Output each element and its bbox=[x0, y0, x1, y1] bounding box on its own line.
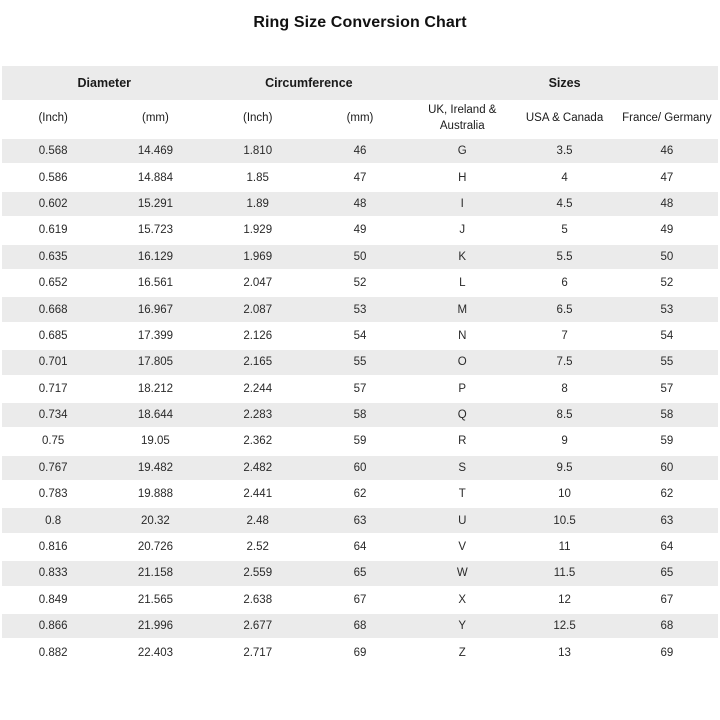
column-header-diameter-mm: (mm) bbox=[104, 100, 206, 138]
table-cell: 0.767 bbox=[2, 455, 104, 481]
table-cell: 0.568 bbox=[2, 138, 104, 164]
table-cell: 2.48 bbox=[207, 507, 309, 533]
table-row bbox=[2, 613, 718, 639]
table-cell: 0.866 bbox=[2, 613, 104, 639]
table-cell: 1.969 bbox=[207, 244, 309, 270]
table-cell: 55 bbox=[616, 349, 718, 375]
table-cell: 60 bbox=[616, 455, 718, 481]
table-row bbox=[2, 534, 718, 560]
page-title: Ring Size Conversion Chart bbox=[253, 14, 467, 31]
table-cell: 10.5 bbox=[513, 507, 615, 533]
table-cell: 2.52 bbox=[207, 534, 309, 560]
table-cell: 58 bbox=[616, 402, 718, 428]
table-cell: 0.734 bbox=[2, 402, 104, 428]
table-cell: 49 bbox=[616, 217, 718, 243]
table-cell: O bbox=[411, 349, 513, 375]
table-cell: Z bbox=[411, 639, 513, 665]
table-cell: 4.5 bbox=[513, 191, 615, 217]
table-row bbox=[2, 428, 718, 454]
table-cell: 68 bbox=[309, 613, 411, 639]
table-cell: K bbox=[411, 244, 513, 270]
table-cell: 0.652 bbox=[2, 270, 104, 296]
table-cell: Y bbox=[411, 613, 513, 639]
table-cell: 5 bbox=[513, 217, 615, 243]
table-cell: R bbox=[411, 428, 513, 454]
table-cell: 68 bbox=[616, 613, 718, 639]
table-row bbox=[2, 402, 718, 428]
table-cell: 1.85 bbox=[207, 164, 309, 190]
table-cell: 64 bbox=[309, 534, 411, 560]
table-row bbox=[2, 217, 718, 243]
table-cell: 0.635 bbox=[2, 244, 104, 270]
table-cell: 1.810 bbox=[207, 138, 309, 164]
table-cell: 46 bbox=[309, 138, 411, 164]
table-row bbox=[2, 270, 718, 296]
table-cell: N bbox=[411, 323, 513, 349]
table-cell: 49 bbox=[309, 217, 411, 243]
column-header-circumference-mm: (mm) bbox=[309, 100, 411, 138]
table-cell: 1.929 bbox=[207, 217, 309, 243]
table-cell: S bbox=[411, 455, 513, 481]
table-cell: 0.586 bbox=[2, 164, 104, 190]
table-cell: 58 bbox=[309, 402, 411, 428]
table-cell: 12.5 bbox=[513, 613, 615, 639]
table-cell: 10 bbox=[513, 481, 615, 507]
table-cell: 0.8 bbox=[2, 507, 104, 533]
table-cell: 19.888 bbox=[104, 481, 206, 507]
table-cell: V bbox=[411, 534, 513, 560]
table-cell: 69 bbox=[616, 639, 718, 665]
table-cell: Q bbox=[411, 402, 513, 428]
table-cell: 2.165 bbox=[207, 349, 309, 375]
table-cell: 21.996 bbox=[104, 613, 206, 639]
table-cell: 12 bbox=[513, 587, 615, 613]
table-cell: 48 bbox=[616, 191, 718, 217]
group-header-sizes: Sizes bbox=[411, 66, 718, 100]
table-cell: 0.685 bbox=[2, 323, 104, 349]
column-header-uk-ireland-australia: UK, Ireland & Australia bbox=[411, 100, 513, 138]
table-cell: 9 bbox=[513, 428, 615, 454]
table-cell: 57 bbox=[616, 376, 718, 402]
table-cell: 0.849 bbox=[2, 587, 104, 613]
table-cell: 46 bbox=[616, 138, 718, 164]
table-row bbox=[2, 296, 718, 322]
table-cell: 16.561 bbox=[104, 270, 206, 296]
table-cell: 2.638 bbox=[207, 587, 309, 613]
table-cell: 53 bbox=[616, 296, 718, 322]
table-cell: 6.5 bbox=[513, 296, 615, 322]
table-cell: 21.565 bbox=[104, 587, 206, 613]
table-cell: 57 bbox=[309, 376, 411, 402]
table-cell: 18.212 bbox=[104, 376, 206, 402]
table-cell: 2.441 bbox=[207, 481, 309, 507]
table-cell: 0.882 bbox=[2, 639, 104, 665]
table-cell: 47 bbox=[309, 164, 411, 190]
table-cell: H bbox=[411, 164, 513, 190]
table-cell: 50 bbox=[309, 244, 411, 270]
table-cell: 0.75 bbox=[2, 428, 104, 454]
table-row bbox=[2, 323, 718, 349]
table-cell: 0.783 bbox=[2, 481, 104, 507]
table-cell: 52 bbox=[309, 270, 411, 296]
table-cell: 1.89 bbox=[207, 191, 309, 217]
table-cell: 7.5 bbox=[513, 349, 615, 375]
table-cell: 64 bbox=[616, 534, 718, 560]
table-cell: X bbox=[411, 587, 513, 613]
table-cell: 62 bbox=[616, 481, 718, 507]
table-cell: I bbox=[411, 191, 513, 217]
table-cell: 19.05 bbox=[104, 428, 206, 454]
table-cell: 17.399 bbox=[104, 323, 206, 349]
table-cell: 50 bbox=[616, 244, 718, 270]
table-cell: 13 bbox=[513, 639, 615, 665]
table-row bbox=[2, 191, 718, 217]
table-cell: L bbox=[411, 270, 513, 296]
table-cell: 6 bbox=[513, 270, 615, 296]
table-cell: 20.32 bbox=[104, 507, 206, 533]
table-cell: 0.701 bbox=[2, 349, 104, 375]
table-cell: P bbox=[411, 376, 513, 402]
table-cell: 54 bbox=[309, 323, 411, 349]
table-cell: 0.717 bbox=[2, 376, 104, 402]
table-cell: 11.5 bbox=[513, 560, 615, 586]
group-header-circumference: Circumference bbox=[207, 66, 412, 100]
table-cell: 48 bbox=[309, 191, 411, 217]
column-header-diameter-inch: (Inch) bbox=[2, 100, 104, 138]
table-cell: 63 bbox=[616, 507, 718, 533]
table-cell: 5.5 bbox=[513, 244, 615, 270]
table-cell: 0.602 bbox=[2, 191, 104, 217]
table-cell: 15.723 bbox=[104, 217, 206, 243]
table-row bbox=[2, 164, 718, 190]
table-cell: 2.244 bbox=[207, 376, 309, 402]
table-row bbox=[2, 455, 718, 481]
table-column-header-row bbox=[2, 100, 718, 138]
table-cell: 15.291 bbox=[104, 191, 206, 217]
table-row bbox=[2, 244, 718, 270]
table-cell: 2.717 bbox=[207, 639, 309, 665]
table-cell: 2.087 bbox=[207, 296, 309, 322]
table-cell: 14.884 bbox=[104, 164, 206, 190]
table-cell: 65 bbox=[309, 560, 411, 586]
table-cell: 0.619 bbox=[2, 217, 104, 243]
table-cell: 2.047 bbox=[207, 270, 309, 296]
table-cell: 67 bbox=[616, 587, 718, 613]
table-cell: 63 bbox=[309, 507, 411, 533]
table-cell: 69 bbox=[309, 639, 411, 665]
table-cell: 60 bbox=[309, 455, 411, 481]
table-group-header-row bbox=[2, 66, 718, 100]
table-cell: J bbox=[411, 217, 513, 243]
table-cell: 19.482 bbox=[104, 455, 206, 481]
table-cell: 11 bbox=[513, 534, 615, 560]
table-cell: 9.5 bbox=[513, 455, 615, 481]
table-cell: W bbox=[411, 560, 513, 586]
group-header-diameter: Diameter bbox=[2, 66, 207, 100]
table-cell: 59 bbox=[616, 428, 718, 454]
table-cell: 0.816 bbox=[2, 534, 104, 560]
table-cell: 53 bbox=[309, 296, 411, 322]
ring-size-conversion-table bbox=[2, 66, 718, 666]
table-cell: 67 bbox=[309, 587, 411, 613]
table-cell: 0.668 bbox=[2, 296, 104, 322]
table-cell: 0.833 bbox=[2, 560, 104, 586]
table-cell: 54 bbox=[616, 323, 718, 349]
table-cell: 8.5 bbox=[513, 402, 615, 428]
column-header-france-germany: France/ Germany bbox=[616, 100, 718, 138]
table-cell: 47 bbox=[616, 164, 718, 190]
table-row bbox=[2, 507, 718, 533]
table-cell: 65 bbox=[616, 560, 718, 586]
table-cell: 52 bbox=[616, 270, 718, 296]
table-cell: 16.129 bbox=[104, 244, 206, 270]
table-cell: 2.482 bbox=[207, 455, 309, 481]
table-cell: 7 bbox=[513, 323, 615, 349]
table-cell: 20.726 bbox=[104, 534, 206, 560]
table-cell: G bbox=[411, 138, 513, 164]
table-cell: 2.283 bbox=[207, 402, 309, 428]
table-cell: 3.5 bbox=[513, 138, 615, 164]
table-row bbox=[2, 481, 718, 507]
table-cell: 18.644 bbox=[104, 402, 206, 428]
table-cell: 2.362 bbox=[207, 428, 309, 454]
table-cell: 4 bbox=[513, 164, 615, 190]
table-cell: 62 bbox=[309, 481, 411, 507]
table-cell: 59 bbox=[309, 428, 411, 454]
table-cell: 2.126 bbox=[207, 323, 309, 349]
table-row bbox=[2, 587, 718, 613]
table-cell: 14.469 bbox=[104, 138, 206, 164]
column-header-circumference-inch: (Inch) bbox=[207, 100, 309, 138]
table-cell: 8 bbox=[513, 376, 615, 402]
table-row bbox=[2, 138, 718, 164]
table-cell: 17.805 bbox=[104, 349, 206, 375]
table-row bbox=[2, 560, 718, 586]
table-cell: T bbox=[411, 481, 513, 507]
table-cell: 2.677 bbox=[207, 613, 309, 639]
table-cell: 2.559 bbox=[207, 560, 309, 586]
table-cell: U bbox=[411, 507, 513, 533]
table-cell: M bbox=[411, 296, 513, 322]
table-row bbox=[2, 639, 718, 665]
column-header-usa-canada: USA & Canada bbox=[513, 100, 615, 138]
table-row bbox=[2, 376, 718, 402]
table-cell: 55 bbox=[309, 349, 411, 375]
table-cell: 22.403 bbox=[104, 639, 206, 665]
table-cell: 21.158 bbox=[104, 560, 206, 586]
table-row bbox=[2, 349, 718, 375]
table-cell: 16.967 bbox=[104, 296, 206, 322]
